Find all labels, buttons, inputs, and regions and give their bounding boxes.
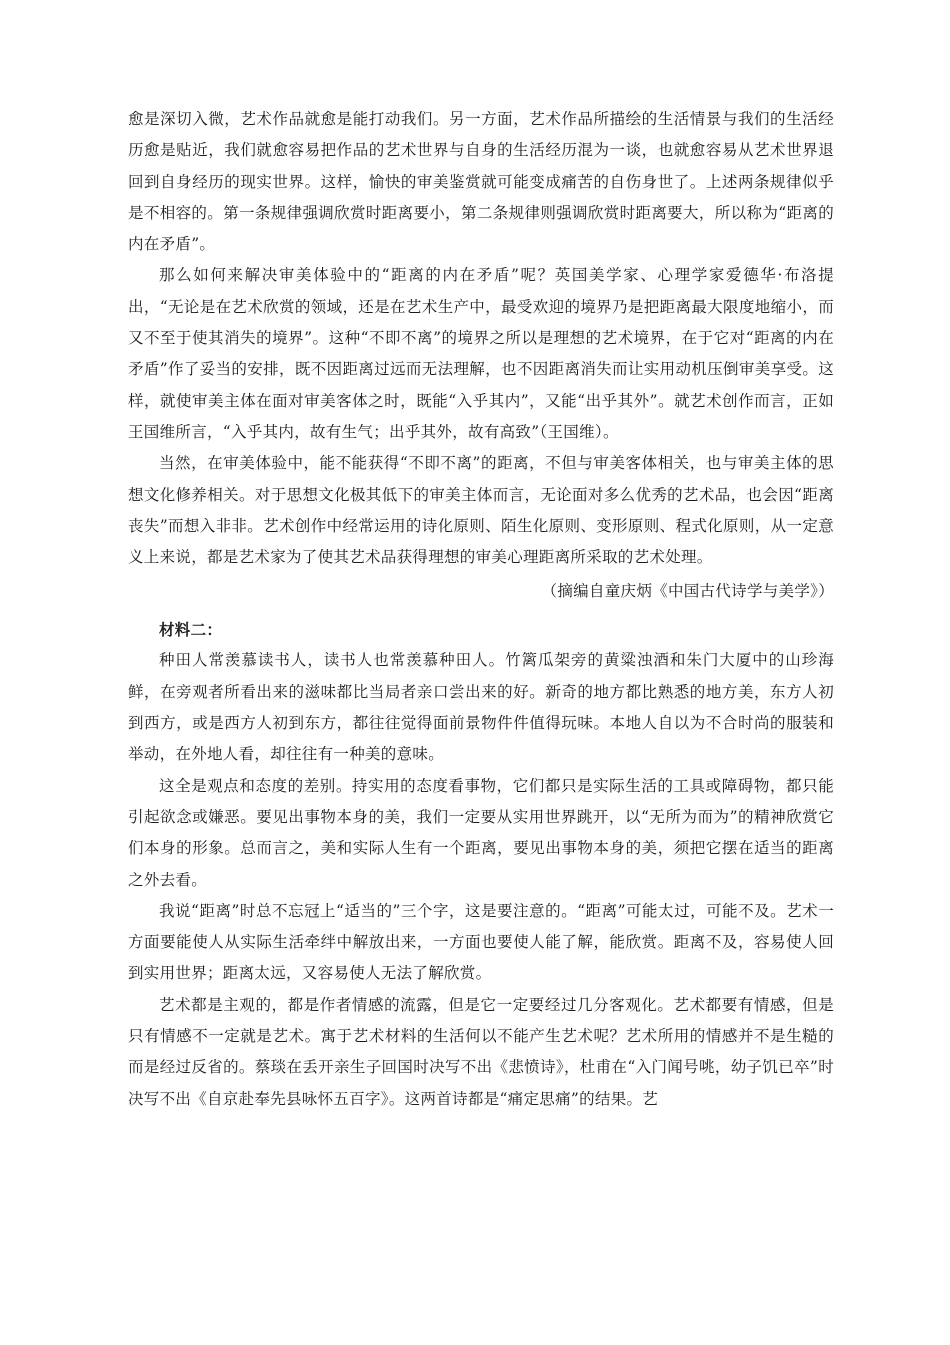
material-two-heading: 材料二： xyxy=(159,620,223,640)
material-two-paragraph-1: 种田人常羡慕读书人，读书人也常羡慕种田人。竹篱瓜架旁的黄粱浊酒和朱门大厦中的山珍海鲜，在旁观者所看出来的滋味都比当局者亲口尝出来的好。新奇的地方都比熟悉的地方美，东方人初到西方，或是西方人初到东方，都往往觉得面前景物件件值得玩味。本地人自以为不合时尚的服装和举动，在外地人看，却往往有一种美的意味。 xyxy=(128,651,834,764)
material-one-paragraph-2: 那么如何来解决审美体验中的“距离的内在矛盾”呢？英国美学家、心理学家爱德华·布洛提出，“无论是在艺术欣赏的领域，还是在艺术生产中，最受欢迎的境界乃是把距离最大限度地缩小，而又不至于使其消失的境界”。这种“不即不离”的境界之所以是理想的艺术境界，在于它对“距离的内在矛盾”作了妥当的安排，既不因距离过远而无法理解，也不因距离消失而让实用动机压倒审美享受。这样，就使审美主体在面对审美客体之时，既能“入乎其内”，又能“出乎其外”。就艺术创作而言，正如王国维所言，“入乎其内，故有生气；出乎其外，故有高致”（王国维）。 xyxy=(128,266,834,441)
material-one-paragraph-3: 当然，在审美体验中，能不能获得“不即不离”的距离，不但与审美客体相关，也与审美主体的思想文化修养相关。对于思想文化极其低下的审美主体而言，无论面对多么优秀的艺术品，也会因“距离丧失”而想入非非。艺术创作中经常运用的诗化原则、陌生化原则、变形原则、程式化原则，从一定意义上来说，都是艺术家为了使其艺术品获得理想的审美心理距离所采取的艺术处理。 xyxy=(128,454,834,567)
material-two-paragraph-4: 艺术都是主观的，都是作者情感的流露，但是它一定要经过几分客观化。艺术都要有情感，但是只有情感不一定就是艺术。寓于艺术材料的生活何以不能产生艺术呢？艺术所用的情感并不是生糙的而是经过反省的。蔡琰在丢开亲生子回国时决写不出《悲愤诗》，杜甫在“入门闻号咷，幼子饥已卒”时决写不出《自京赴奉先县咏怀五百字》。这两首诗都是“痛定思痛”的结果。艺 xyxy=(128,995,834,1108)
material-one-paragraph-1: 愈是深切入微，艺术作品就愈是能打动我们。另一方面，艺术作品所描绘的生活情景与我们的生活经历愈是贴近，我们就愈容易把作品的艺术世界与自身的生活经历混为一谈，也就愈容易从艺术世界退回到自身经历的现实世界。这样，愉快的审美鉴赏就可能变成痛苦的自伤身世了。上述两条规律似乎是不相容的。第一条规律强调欣赏时距离要小，第二条规律则强调欣赏时距离要大，所以称为“距离的内在矛盾”。 xyxy=(128,110,834,254)
document-page xyxy=(128,104,834,1115)
material-two-paragraph-3: 我说“距离”时总不忘冠上“适当的”三个字，这是要注意的。“距离”可能太过，可能不及。艺术一方面要能使人从实际生活牵绊中解放出来，一方面也要使人能了解，能欣赏。距离不及，容易使人回到实用世界；距离太远，又容易使人无法了解欣赏。 xyxy=(128,901,834,983)
material-one-source: （摘编自童庆炳《中国古代诗学与美学》） xyxy=(541,582,834,601)
material-two-paragraph-2: 这全是观点和态度的差别。持实用的态度看事物，它们都只是实际生活的工具或障碍物，都只能引起欲念或嫌恶。要见出事物本身的美，我们一定要从实用世界跳开，以“无所为而为”的精神欣赏它们本身的形象。总而言之，美和实际人生有一个距离，要见出事物本身的美，须把它摆在适当的距离之外去看。 xyxy=(128,776,834,889)
